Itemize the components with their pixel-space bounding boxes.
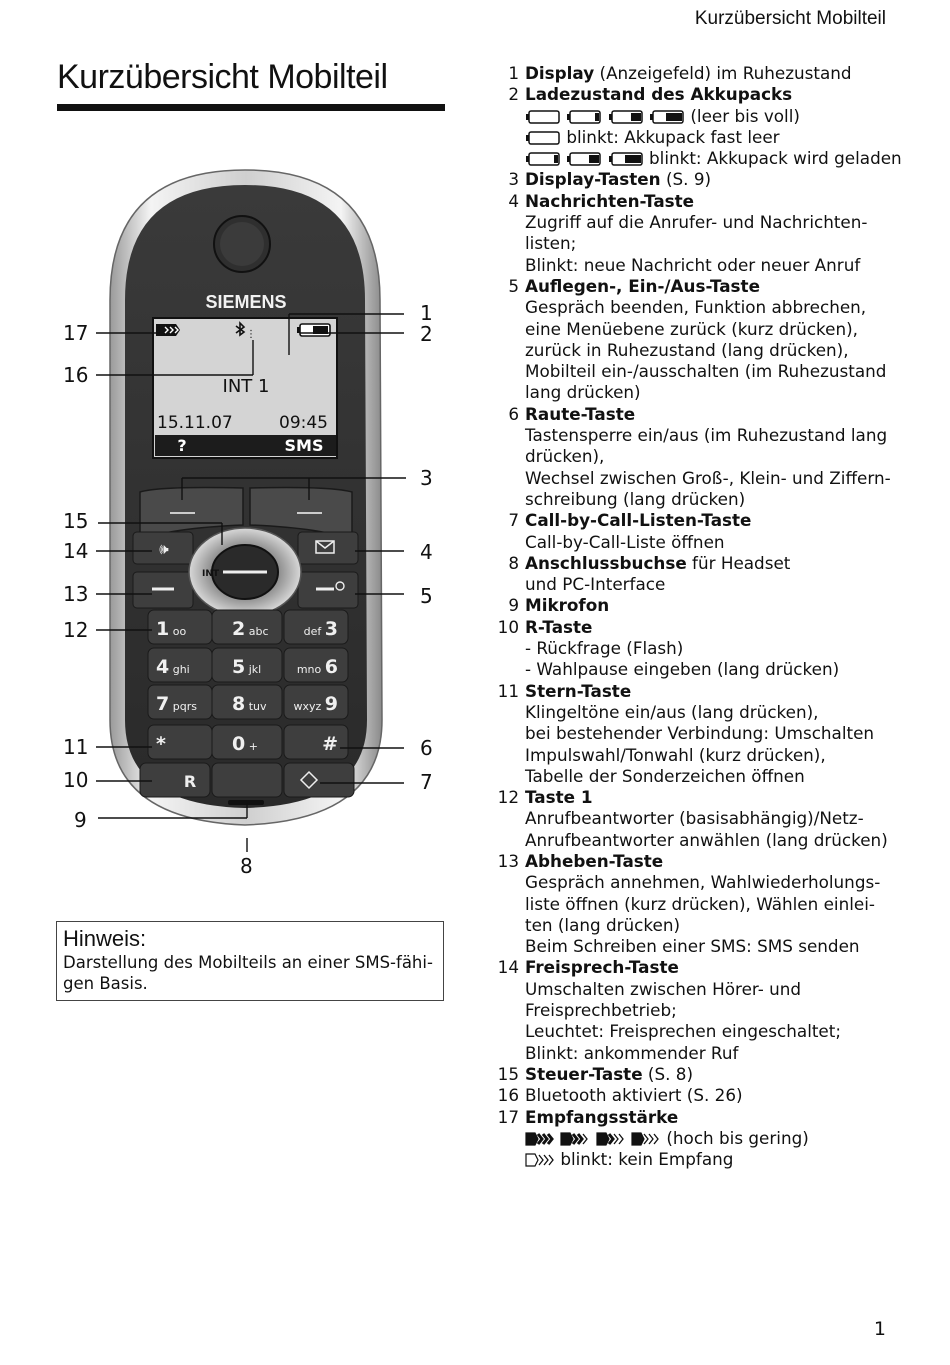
legend-entry bbox=[497, 553, 907, 596]
key-label: * bbox=[156, 733, 166, 755]
legend-line: Umschalten zwischen Hörer- und bbox=[525, 978, 802, 999]
legend-line: blinkt: kein Empfang bbox=[525, 1149, 907, 1170]
callout-8: 8 bbox=[240, 854, 253, 878]
legend-line: Bluetooth aktiviert (S. 26) bbox=[525, 1085, 743, 1106]
page-title: Kurzübersicht Mobilteil bbox=[57, 58, 388, 96]
legend-number: 7 bbox=[508, 510, 519, 531]
signal-icon bbox=[525, 1149, 555, 1169]
svg-text:⋮: ⋮ bbox=[246, 329, 256, 340]
page-number: 1 bbox=[873, 1318, 886, 1340]
legend-entry bbox=[497, 617, 907, 681]
legend-number: 3 bbox=[508, 169, 519, 190]
legend-line: Impulswahl/Tonwahl (kurz drücken), bbox=[525, 744, 826, 765]
legend-line: lang drücken) bbox=[525, 382, 641, 403]
softkey-left-label: ? bbox=[177, 436, 187, 455]
key-label: 5 jkl bbox=[232, 656, 262, 678]
legend-line: und PC-Interface bbox=[525, 574, 666, 595]
legend-line: Mobilteil ein-/ausschalten (im Ruhezustand bbox=[525, 361, 887, 382]
legend-line: Display-Tasten (S. 9) bbox=[525, 169, 712, 190]
legend-line: bei bestehender Verbindung: Umschalten bbox=[525, 723, 875, 744]
callout-3: 3 bbox=[420, 466, 433, 490]
legend-line: listen; bbox=[525, 233, 577, 254]
key-label: 7 pqrs bbox=[156, 693, 197, 715]
legend-line: Tabelle der Sonderzeichen öffnen bbox=[525, 765, 805, 786]
legend-number: 1 bbox=[508, 63, 519, 83]
legend-line: Leuchtet: Freisprechen eingeschaltet; bbox=[525, 1021, 841, 1042]
legend-list bbox=[497, 63, 907, 1170]
legend-entry bbox=[497, 1107, 907, 1171]
legend-entry bbox=[497, 1064, 907, 1085]
display-handset-name: INT 1 bbox=[222, 376, 270, 397]
legend-line: Freisprechbetrieb; bbox=[525, 1000, 677, 1021]
legend-line: R-Taste bbox=[525, 616, 593, 637]
legend-line: Nachrichten-Taste bbox=[525, 190, 695, 211]
legend-line: Wechsel zwischen Groß-, Klein- und Ziffern- bbox=[525, 467, 891, 488]
legend-number: 9 bbox=[508, 595, 519, 616]
keypad bbox=[148, 610, 348, 759]
legend-line: (leer bis voll) bbox=[525, 106, 907, 127]
legend-entry bbox=[497, 681, 907, 787]
display-date: 15.11.07 bbox=[157, 413, 233, 433]
legend-entry bbox=[497, 787, 907, 851]
note-line: Darstellung des Mobilteils an einer SMS-fähi- bbox=[63, 953, 433, 972]
key-label: mno 6 bbox=[296, 656, 338, 678]
callout-16: 16 bbox=[63, 363, 89, 387]
display-time: 09:45 bbox=[279, 413, 328, 433]
legend-line: drücken), bbox=[525, 446, 605, 467]
legend-line: liste öffnen (kurz drücken), Wählen einlei- bbox=[525, 893, 875, 914]
legend-entry bbox=[497, 595, 907, 616]
message-key bbox=[298, 532, 358, 564]
signal-strength-icon bbox=[156, 324, 180, 336]
legend-line: - Rückfrage (Flash) bbox=[525, 638, 684, 659]
battery-icon bbox=[525, 106, 685, 126]
legend-line: Gespräch beenden, Funktion abbrechen, bbox=[525, 297, 867, 318]
callout-1: 1 bbox=[420, 301, 433, 325]
legend-number: 8 bbox=[508, 552, 519, 573]
legend-line: Anrufbeantworter (basisabhängig)/Netz- bbox=[525, 808, 864, 829]
r-key bbox=[140, 763, 210, 797]
legend-line: Gespräch annehmen, Wahlwiederholungs- bbox=[525, 872, 881, 893]
battery-icon bbox=[525, 148, 644, 168]
signal-icon bbox=[525, 1128, 661, 1148]
callout-9: 9 bbox=[74, 808, 87, 832]
legend-line: eine Menüebene zurück (kurz drücken), bbox=[525, 318, 859, 339]
legend-entry bbox=[497, 191, 907, 276]
legend-entry bbox=[497, 851, 907, 957]
callout-10: 10 bbox=[63, 768, 89, 792]
legend-number: 11 bbox=[497, 680, 519, 701]
legend-line: zurück in Ruhezustand (lang drücken), bbox=[525, 339, 849, 360]
center-bottom-key bbox=[212, 763, 282, 797]
legend-line: Stern-Taste bbox=[525, 680, 632, 701]
legend-line: ten (lang drücken) bbox=[525, 914, 681, 935]
note-box bbox=[56, 921, 444, 1001]
running-head: Kurzübersicht Mobilteil bbox=[694, 8, 886, 29]
callout-17: 17 bbox=[63, 321, 89, 345]
legend-entry bbox=[497, 63, 907, 84]
battery-icon bbox=[297, 324, 330, 336]
legend-line: Klingeltöne ein/aus (lang drücken), bbox=[525, 701, 819, 722]
legend-line: Steuer-Taste (S. 8) bbox=[525, 1063, 694, 1084]
legend-line: blinkt: Akkupack wird geladen bbox=[525, 148, 907, 169]
legend-line: Empfangsstärke bbox=[525, 1106, 679, 1127]
legend-line: Beim Schreiben einer SMS: SMS senden bbox=[525, 936, 860, 957]
legend-number: 4 bbox=[508, 190, 519, 211]
legend-line: Taste 1 bbox=[525, 787, 593, 808]
legend-line: Anrufbeantworter anwählen (lang drücken) bbox=[525, 829, 888, 850]
note-title: Hinweis: bbox=[63, 926, 147, 951]
legend-line: Blinkt: ankommender Ruf bbox=[525, 1042, 739, 1063]
softkey-right-label: SMS bbox=[284, 436, 324, 455]
legend-entry bbox=[497, 276, 907, 404]
callout-7: 7 bbox=[420, 770, 433, 794]
callout-5: 5 bbox=[420, 584, 433, 608]
legend-entry bbox=[497, 1085, 907, 1106]
callout-12: 12 bbox=[63, 618, 89, 642]
key-label: 4 ghi bbox=[156, 656, 190, 678]
legend-entry bbox=[497, 169, 907, 190]
legend-entry bbox=[497, 404, 907, 510]
legend-number: 15 bbox=[497, 1063, 519, 1084]
callout-6: 6 bbox=[420, 736, 433, 760]
legend-line: Abheben-Taste bbox=[525, 850, 664, 871]
callout-11: 11 bbox=[63, 735, 89, 759]
legend-number: 12 bbox=[497, 787, 519, 808]
call-by-call-key bbox=[284, 763, 354, 797]
speaker-icon: 🕪 bbox=[159, 540, 169, 558]
legend-entry bbox=[497, 84, 907, 169]
legend-number: 13 bbox=[497, 850, 519, 871]
legend-number: 2 bbox=[508, 84, 519, 105]
legend-number: 16 bbox=[497, 1085, 519, 1106]
legend-entry bbox=[497, 957, 907, 1063]
callout-13: 13 bbox=[63, 582, 89, 606]
phone-illustration bbox=[0, 0, 480, 900]
callout-14: 14 bbox=[63, 539, 89, 563]
legend-line: Zugriff auf die Anrufer- und Nachrichten- bbox=[525, 212, 868, 233]
legend-number: 5 bbox=[508, 275, 519, 296]
key-label: 2 abc bbox=[232, 618, 269, 640]
key-label: 0 + bbox=[232, 733, 258, 755]
legend-line: schreibung (lang drücken) bbox=[525, 488, 746, 509]
legend-line: Call-by-Call-Liste öffnen bbox=[525, 531, 725, 552]
legend-line: Blinkt: neue Nachricht oder neuer Anruf bbox=[525, 254, 861, 275]
legend-number: 14 bbox=[497, 957, 519, 978]
key-label: 1 oo bbox=[156, 618, 187, 640]
legend-line: Call-by-Call-Listen-Taste bbox=[525, 510, 752, 531]
battery-icon bbox=[525, 127, 561, 147]
note-line: gen Basis. bbox=[63, 974, 148, 993]
legend-line: Ladezustand des Akkupacks bbox=[525, 84, 793, 105]
key-label: 8 tuv bbox=[232, 693, 267, 715]
callout-15: 15 bbox=[63, 509, 89, 533]
key-label: def 3 bbox=[303, 618, 338, 640]
legend-entry bbox=[497, 510, 907, 553]
microphone bbox=[228, 800, 264, 805]
legend-line: Mikrofon bbox=[525, 595, 610, 616]
brand-logo: SIEMENS bbox=[205, 292, 287, 312]
legend-line: blinkt: Akkupack fast leer bbox=[525, 127, 907, 148]
legend-line: Freisprech-Taste bbox=[525, 957, 679, 978]
callout-4: 4 bbox=[420, 540, 433, 564]
legend-line: Display (Anzeigefeld) im Ruhezustand bbox=[525, 63, 852, 83]
r-key-label: R bbox=[183, 772, 197, 791]
key-hash bbox=[284, 725, 348, 759]
legend-number: 10 bbox=[497, 616, 519, 637]
legend-line: Anschlussbuchse für Headset bbox=[525, 552, 791, 573]
phone-drawing bbox=[0, 0, 480, 900]
legend-line: Tastensperre ein/aus (im Ruhezustand lang bbox=[525, 425, 888, 446]
legend-number: 6 bbox=[508, 403, 519, 424]
legend-line: - Wahlpause eingeben (lang drücken) bbox=[525, 659, 840, 680]
int-label: INT bbox=[202, 569, 220, 579]
callout-2: 2 bbox=[420, 322, 433, 346]
legend-line: (hoch bis gering) bbox=[525, 1128, 907, 1149]
legend-line: Raute-Taste bbox=[525, 403, 636, 424]
legend-number: 17 bbox=[497, 1106, 519, 1127]
key-label: wxyz 9 bbox=[293, 693, 338, 715]
legend-line: Auflegen-, Ein-/Aus-Taste bbox=[525, 275, 760, 296]
key-label: # bbox=[322, 733, 338, 755]
